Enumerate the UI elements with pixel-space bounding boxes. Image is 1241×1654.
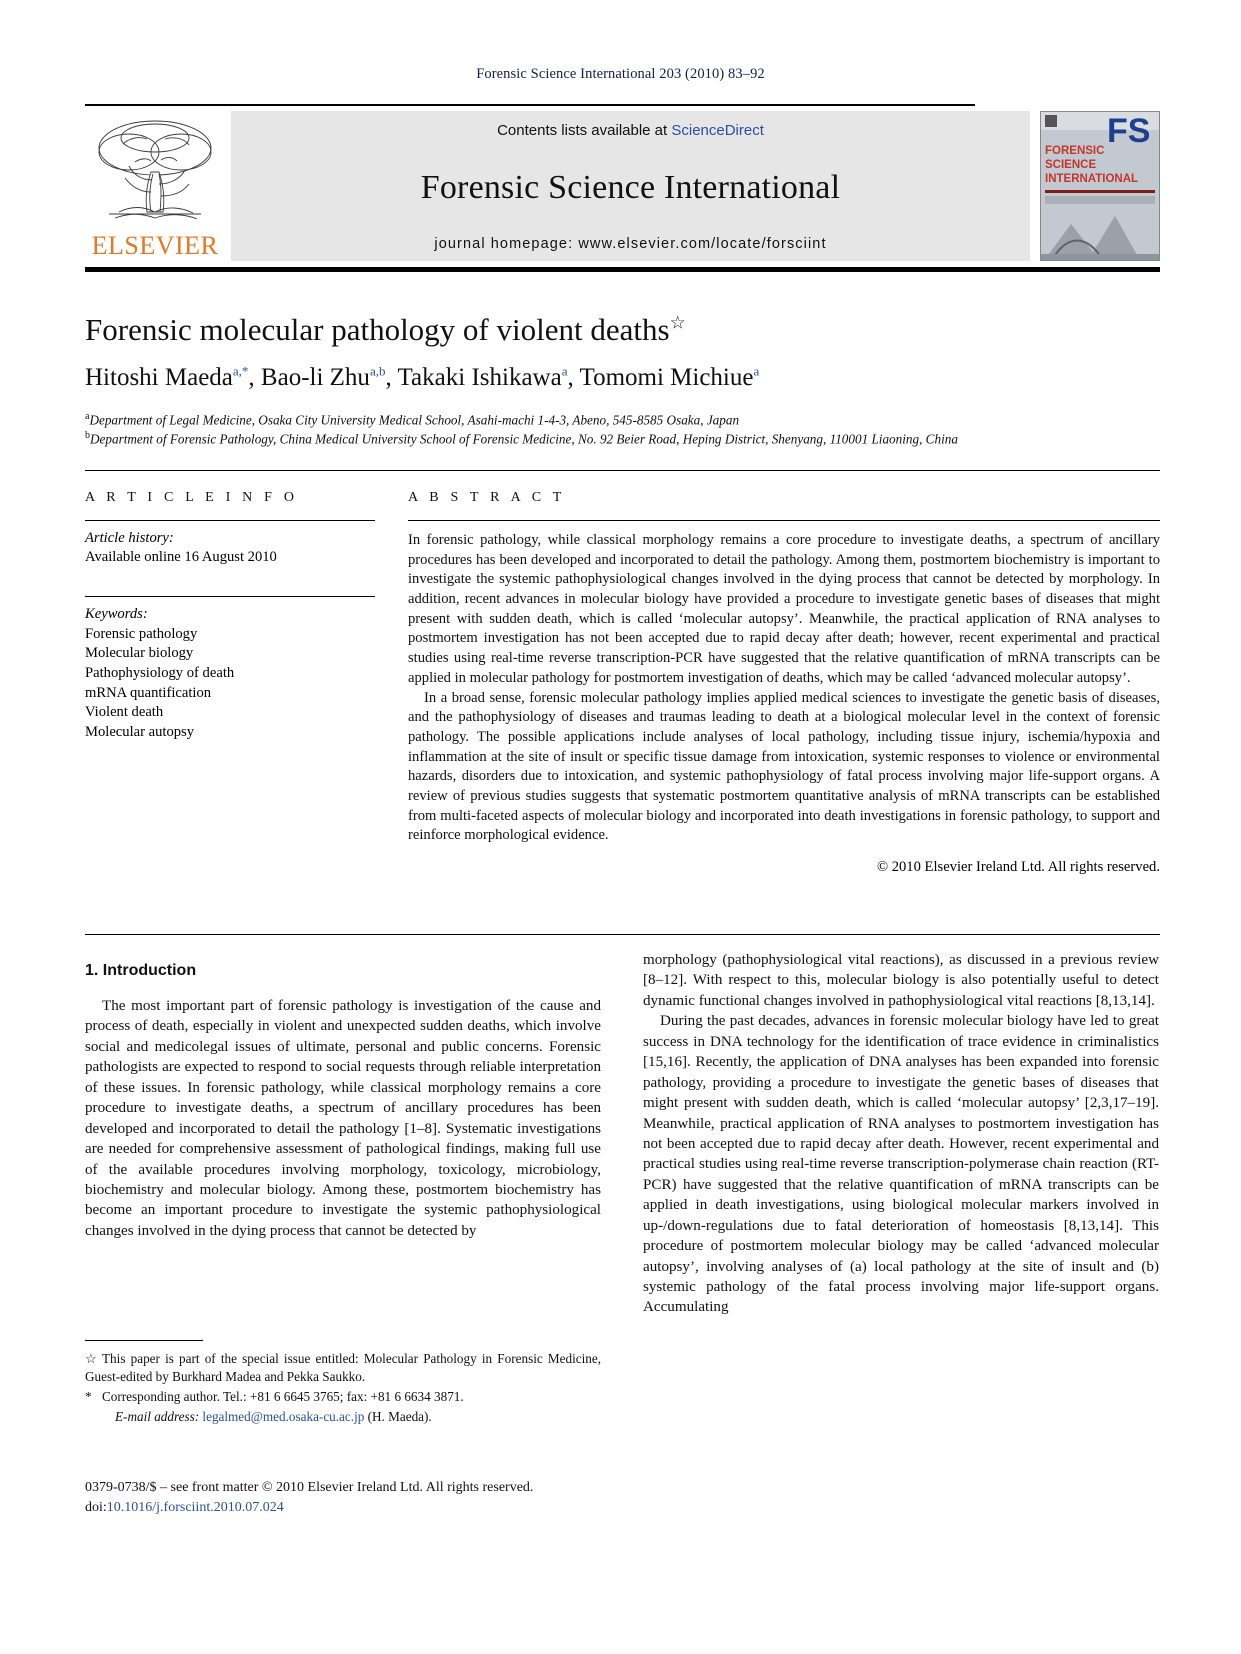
keyword-item: mRNA quantification <box>85 684 212 701</box>
body-columns <box>85 950 1160 1318</box>
author-list: Hitoshi Maeda$^{a,*}$, Bao-li Zhu$^{a,b}$, Takaki Ishikawa$^a$, Tomomi Michiue$^a$ <box>85 363 760 391</box>
elsevier-wordmark: ELSEVIER <box>91 231 219 260</box>
author-name: Bao-li Zhu <box>260 363 370 391</box>
footnote-special-issue-text: This paper is part of the special issue entitled: Molecular Pathology in Forensic Medicine, Guest-edited by Burkhard Madea and Pekka Saukko. <box>85 1351 601 1384</box>
contents-list-line <box>497 122 764 139</box>
article-info-abstract <box>85 490 1160 876</box>
affiliation-item <box>85 410 1085 430</box>
article-history-group <box>85 521 375 578</box>
running-head: Forensic Science International 203 (2010) 83–92 <box>476 66 765 82</box>
keyword-item: Forensic pathology <box>85 625 198 642</box>
affiliation-marker: a <box>85 410 90 422</box>
copyright-line: © 2010 Elsevier Ireland Ltd. All rights reserved. <box>876 859 1160 875</box>
title-block <box>85 312 1085 449</box>
footnote-corresponding-text: Corresponding author. Tel.: +81 6 6645 3765; fax: +81 6 6634 3871. <box>102 1388 464 1404</box>
author-name: Hitoshi Maeda <box>85 363 233 391</box>
abstract-paragraph: In a broad sense, forensic molecular pathology implies applied medical sciences to investigate the genetic basis of diseases, and the pathophysiology of diseases and traumas leading to death at a biological molecular level in the context of forensic pathology. The possible applications include analyses of local pathology, including tissue injury, ischemia/hypoxia and inflammation at the site of insult or specific tissue damage from intoxication, systemic responses to violence or environmental hazards, disorders due to intoxication, and systemic pathophysiology of fatal process involving major life-support organs. A review of previous studies suggests that systematic postmortem quantitative analysis of mRNA transcripts can be established from multi-faceted aspects of molecular biology and incorporated into death investigations in forensic pathology, to support and reinforce morphological evidence. <box>408 689 1160 844</box>
author-item[interactable] <box>261 364 386 391</box>
author-item[interactable] <box>398 364 568 391</box>
svg-text:FS: FS <box>1107 112 1151 150</box>
doi-line <box>85 1498 645 1518</box>
email-link[interactable]: legalmed@med.osaka-cu.ac.jp <box>202 1408 365 1424</box>
journal-cover-thumbnail[interactable] <box>1040 111 1160 261</box>
abstract-heading: A B S T R A C T <box>408 490 566 505</box>
affiliation-item <box>85 429 1085 449</box>
affiliation-list <box>85 410 1085 449</box>
author-item[interactable] <box>85 364 248 391</box>
article-info-column <box>85 490 375 876</box>
body-right-column <box>643 950 1159 1318</box>
affiliation-text: Department of Legal Medicine, Osaka City University Medical School, Asahi-machi 1-4-3, Abeno, 545-8585 Osaka, Japan <box>89 412 740 428</box>
elsevier-tree-icon <box>89 114 221 232</box>
affiliation-text: Department of Forensic Pathology, China Medical University School of Forensic Medicine, No. 92 Beier Road, Heping District, Shenyang, 110001 Liaoning, China <box>90 431 958 447</box>
doi-link[interactable]: 10.1016/j.forsciint.2010.07.024 <box>106 1499 284 1515</box>
cover-art-icon <box>1041 112 1159 261</box>
footnote-rule <box>85 1340 203 1341</box>
body-paragraph: During the past decades, advances in forensic molecular biology have led to great success in DNA technology for the identification of trace evidence in criminalistics [15,16]. Recently, the application of DNA analyses has been expanded into forensic pathology, providing a procedure to investigate the genetic bases of diseases that might present with sudden death, which is called ‘molecular autopsy’ [2,3,17–19]. Meanwhile, practical application of RNA analyses to postmortem investigation has not been accepted due to rapid decay after death. However, recent experimental and practical studies using real-time reverse transcription-polymerase chain reaction (RT-PCR) have suggested that the relative quantification of mRNA transcripts can be applied in death investigations, using biological molecular markers involved in up-/down-regulations due to fatal deterioration of homeostasis [8,13,14]. This procedure of postmortem molecular biology may be called ‘advanced molecular autopsy’, involving analyses of (a) local pathology at the site of insult and (b) systemic pathology of the fatal process involving major life-support organs. Accumulating <box>643 1013 1159 1316</box>
doi-label: doi: <box>85 1499 107 1515</box>
body-left-column <box>85 950 601 1318</box>
journal-homepage-line[interactable]: journal homepage: www.elsevier.com/locate/forsciint <box>434 236 827 252</box>
email-suffix: (H. Maeda). <box>367 1408 432 1424</box>
svg-text:FORENSIC: FORENSIC <box>1045 145 1105 157</box>
body-paragraph: morphology (pathophysiological vital reactions), as discussed in a previous review [8–12]. With respect to this, molecular biology is also potentially useful to detect dynamic functional changes involved in pathophysiological vital reactions [8,13,14]. <box>643 952 1159 1009</box>
info-top-rule <box>85 470 1160 471</box>
keyword-item: Violent death <box>85 704 164 721</box>
svg-text:INTERNATIONAL: INTERNATIONAL <box>1045 173 1139 185</box>
keywords-label: Keywords: <box>85 605 148 622</box>
sciencedirect-link[interactable]: ScienceDirect <box>671 122 764 139</box>
title-footnote-marker: ☆ <box>669 312 686 333</box>
footer-issn-doi <box>85 1478 645 1518</box>
article-info-heading: A R T I C L E I N F O <box>85 490 299 505</box>
journal-banner <box>85 104 1160 272</box>
keyword-item: Molecular biology <box>85 645 194 662</box>
article-history-value: Available online 16 August 2010 <box>85 549 277 566</box>
author-affiliation-marker: a <box>753 363 760 379</box>
footnote-special-issue <box>85 1350 601 1386</box>
footnote-email <box>85 1408 601 1426</box>
keyword-item: Pathophysiology of death <box>85 664 235 681</box>
author-affiliation-marker: a,* <box>232 363 249 379</box>
journal-title: Forensic Science International <box>420 168 841 206</box>
contents-prefix: Contents lists available at <box>497 122 672 139</box>
email-label: E-mail address: <box>115 1408 200 1424</box>
keyword-item: Molecular autopsy <box>85 723 195 740</box>
author-name: Tomomi Michiue <box>579 363 754 391</box>
footnote-marker-asterisk: * <box>85 1388 92 1404</box>
issn-line: 0379-0738/$ – see front matter © 2010 Elsevier Ireland Ltd. All rights reserved. <box>85 1480 534 1495</box>
abstract-column <box>408 490 1160 876</box>
author-name: Takaki Ishikawa <box>397 363 562 391</box>
section-heading-introduction: 1. Introduction <box>85 962 197 979</box>
keywords-group <box>85 597 375 753</box>
abstract-body <box>408 521 1160 846</box>
article-history-label: Article history: <box>85 530 174 546</box>
affiliation-marker: b <box>85 430 90 442</box>
page-title <box>85 312 1085 348</box>
abstract-bottom-rule <box>85 934 1160 935</box>
article-title-text: Forensic molecular pathology of violent deaths <box>85 312 670 347</box>
body-paragraph: The most important part of forensic pathology is investigation of the cause and process of death, especially in violent and unexpected sudden deaths, which involve social and medicolegal issues of ultimate, personal and public concerns. Forensic pathologists are expected to respond to social requests through reliable interpretation of these issues. In forensic pathology, while classical morphology remains a core procedure to investigate deaths, a spectrum of ancillary procedures has been developed and incorporated to detail the pathology [1–8]. Systematic investigations are needed for comprehensive assessment of pathological findings, making full use of the available procedures involving morphology, toxicology, microbiology, biochemistry and molecular biology. Among these, postmortem biochemistry has become an important procedure to investigate the systemic pathophysiological changes involved in the dying process that cannot be detected by <box>85 998 601 1239</box>
footnote-block <box>85 1340 601 1428</box>
author-affiliation-marker: a,b <box>369 363 386 379</box>
svg-text:SCIENCE: SCIENCE <box>1045 159 1097 171</box>
author-item[interactable] <box>580 364 760 391</box>
elsevier-logo <box>85 111 225 261</box>
footnote-corresponding-author <box>85 1388 601 1406</box>
banner-center <box>231 111 1030 261</box>
abstract-paragraph: In forensic pathology, while classical morphology remains a core procedure to investigate deaths, a spectrum of ancillary procedures has been developed and incorporated to detail the pathology. Among them, postmortem biochemistry is important to investigate the systemic pathophysiological changes involved in the dying process that cannot be detected by morphology. In addition, recent advances in molecular biology have provided a procedure to investigate genetic bases of diseases that might present with sudden death, which is called ‘molecular autopsy’. Meanwhile, the practical application of RNA analyses to postmortem investigation has not been accepted due to rapid decay after death; however, recent experimental and practical studies using real-time reverse transcription-PCR have suggested that the relative quantification of mRNA transcripts can be applied in molecular pathology for postmortem investigation of deaths, which may be called ‘advanced molecular autopsy’. <box>408 532 1160 686</box>
author-affiliation-marker: a <box>561 363 568 379</box>
banner-top-rule <box>85 104 975 106</box>
banner-bottom-rule <box>85 267 1160 272</box>
footnote-marker-star-open: ☆ <box>85 1351 97 1366</box>
